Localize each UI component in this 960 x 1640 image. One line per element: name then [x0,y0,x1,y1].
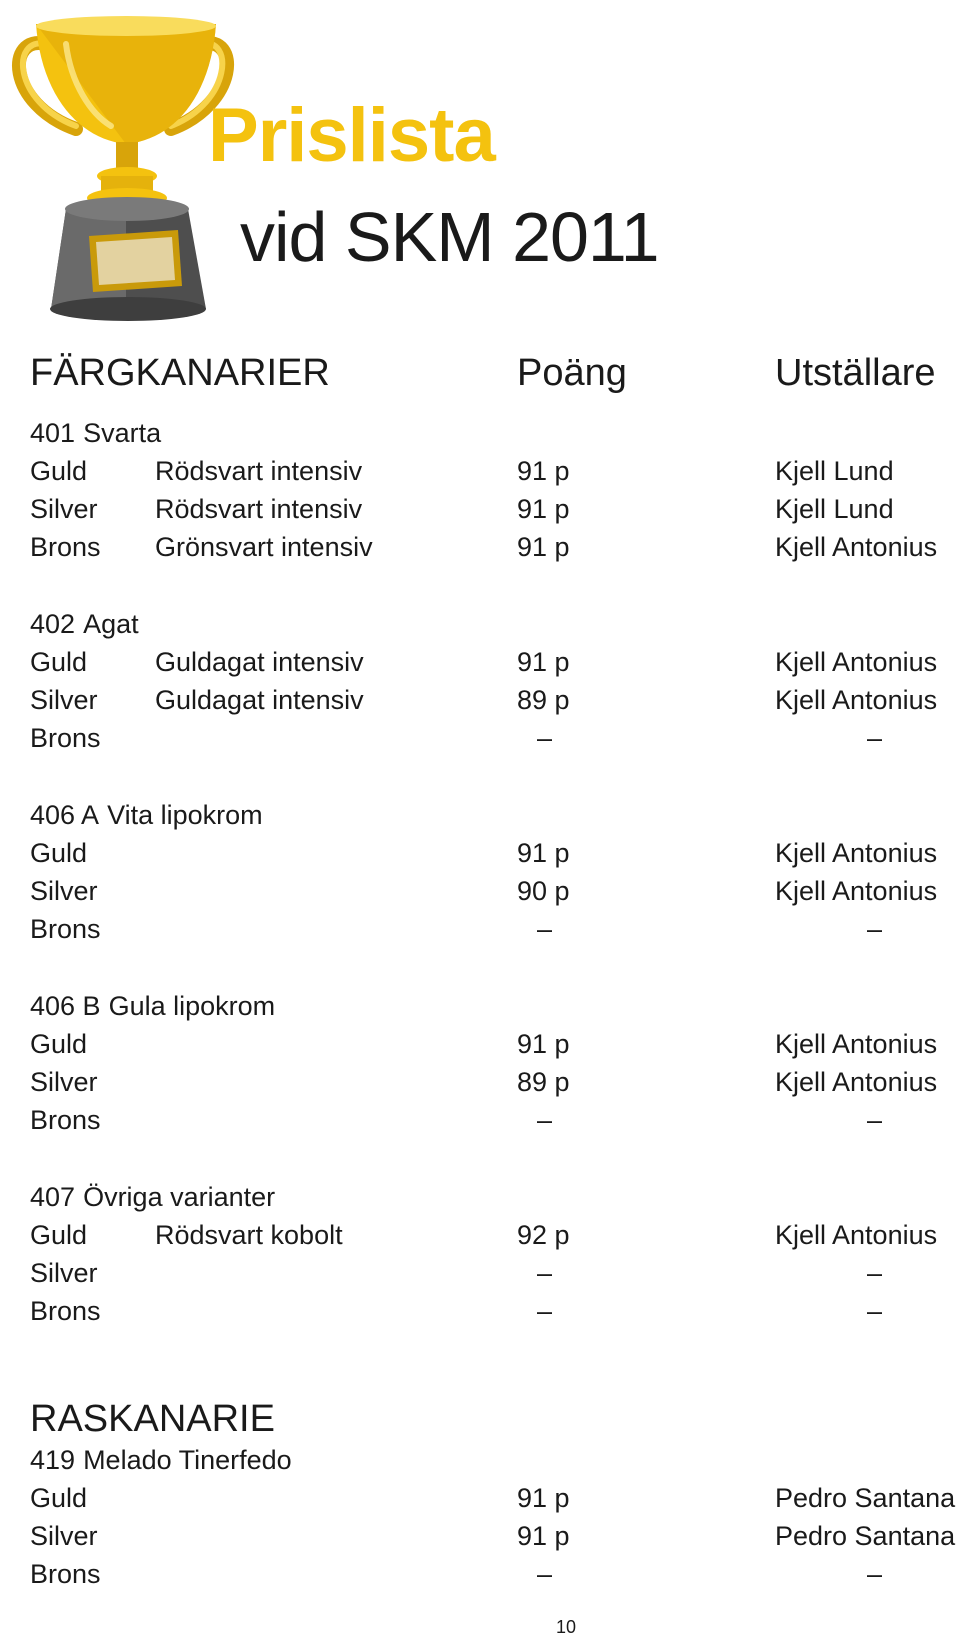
table-row [30,1216,960,1254]
page-subtitle: vid SKM 2011 [240,198,659,276]
points-value: 91 p [517,1521,570,1551]
category-name: Agat [83,609,139,639]
points-value: 89 p [517,685,570,715]
medal-label: Silver [30,685,98,715]
table-row [30,1292,960,1330]
exhibitor-name: Kjell Antonius [775,876,938,906]
table-row [30,1517,960,1555]
exhibitor-name: – [867,723,883,753]
exhibitor-name: Kjell Antonius [775,1220,938,1250]
table-row [30,834,960,872]
category-heading [30,605,139,643]
medal-label: Brons [30,1105,101,1135]
table-row [30,643,960,681]
table-row [30,1254,960,1292]
category-code: 406 A [30,800,100,830]
points-value: – [537,914,553,944]
medal-label: Guld [30,1220,88,1250]
medal-label: Silver [30,1067,98,1097]
category-code: 419 [30,1445,76,1475]
category-heading [30,796,263,834]
variety-label: Rödsvart intensiv [155,456,363,486]
category-name: Gula lipokrom [108,991,276,1021]
exhibitor-name: Kjell Lund [775,494,894,524]
medal-label: Silver [30,1258,98,1288]
points-value: – [537,723,553,753]
category-code: 407 [30,1182,76,1212]
column-header-class: FÄRGKANARIER [30,352,330,394]
exhibitor-name: Kjell Antonius [775,532,938,562]
exhibitor-name: Kjell Antonius [775,685,938,715]
table-row [30,490,960,528]
medal-label: Brons [30,1296,101,1326]
exhibitor-name: Pedro Santana [775,1521,956,1551]
category-code: 406 B [30,991,101,1021]
table-row [30,872,960,910]
medal-label: Guld [30,1483,88,1513]
points-value: 91 p [517,456,570,486]
table-row [30,452,960,490]
table-row [30,681,960,719]
medal-label: Silver [30,494,98,524]
category-code: 401 [30,418,76,448]
table-row [30,528,960,566]
exhibitor-name: Kjell Antonius [775,647,938,677]
category-heading [30,414,161,452]
exhibitor-name: Kjell Lund [775,456,894,486]
points-value: – [537,1105,553,1135]
medal-label: Brons [30,1559,101,1589]
points-value: 91 p [517,532,570,562]
variety-label: Guldagat intensiv [155,647,364,677]
exhibitor-name: Kjell Antonius [775,838,938,868]
medal-label: Guld [30,647,88,677]
table-row [30,1479,960,1517]
points-value: 92 p [517,1220,570,1250]
points-value: – [537,1258,553,1288]
category-heading [30,1178,275,1216]
variety-label: Rödsvart kobolt [155,1220,343,1250]
variety-label: Rödsvart intensiv [155,494,363,524]
points-value: 91 p [517,1483,570,1513]
table-row [30,1025,960,1063]
medal-label: Silver [30,876,98,906]
column-header-exhibitor: Utställare [775,352,936,394]
table-row [30,1555,960,1593]
table-row [30,1063,960,1101]
exhibitor-name: – [867,1559,883,1589]
category-name: Svarta [83,418,162,448]
points-value: – [537,1559,553,1589]
exhibitor-name: – [867,914,883,944]
exhibitor-name: – [867,1296,883,1326]
category-heading [30,987,275,1025]
medal-label: Silver [30,1521,98,1551]
variety-label: Grönsvart intensiv [155,532,373,562]
category-heading [30,1441,292,1479]
points-value: 91 p [517,647,570,677]
medal-label: Brons [30,723,101,753]
points-value: 89 p [517,1067,570,1097]
category-name: Melado Tinerfedo [83,1445,292,1475]
table-row [30,910,960,948]
page-number: 10 [556,1617,577,1637]
column-header-points: Poäng [517,352,627,394]
trophy-icon [6,4,238,330]
medal-label: Guld [30,1029,88,1059]
exhibitor-name: Kjell Antonius [775,1067,938,1097]
points-value: – [537,1296,553,1326]
exhibitor-name: – [867,1258,883,1288]
category-code: 402 [30,609,76,639]
variety-label: Guldagat intensiv [155,685,364,715]
medal-label: Brons [30,532,101,562]
exhibitor-name: Kjell Antonius [775,1029,938,1059]
category-name: Vita lipokrom [107,800,263,830]
section-heading: RASKANARIE [30,1398,275,1440]
exhibitor-name: Pedro Santana [775,1483,956,1513]
page-title: Prislista [208,93,495,178]
points-value: 91 p [517,494,570,524]
medal-label: Guld [30,838,88,868]
medal-label: Guld [30,456,88,486]
exhibitor-name: – [867,1105,883,1135]
points-value: 90 p [517,876,570,906]
table-row [30,719,960,757]
medal-label: Brons [30,914,101,944]
table-row [30,1101,960,1139]
points-value: 91 p [517,838,570,868]
points-value: 91 p [517,1029,570,1059]
category-name: Övriga varianter [83,1182,276,1212]
